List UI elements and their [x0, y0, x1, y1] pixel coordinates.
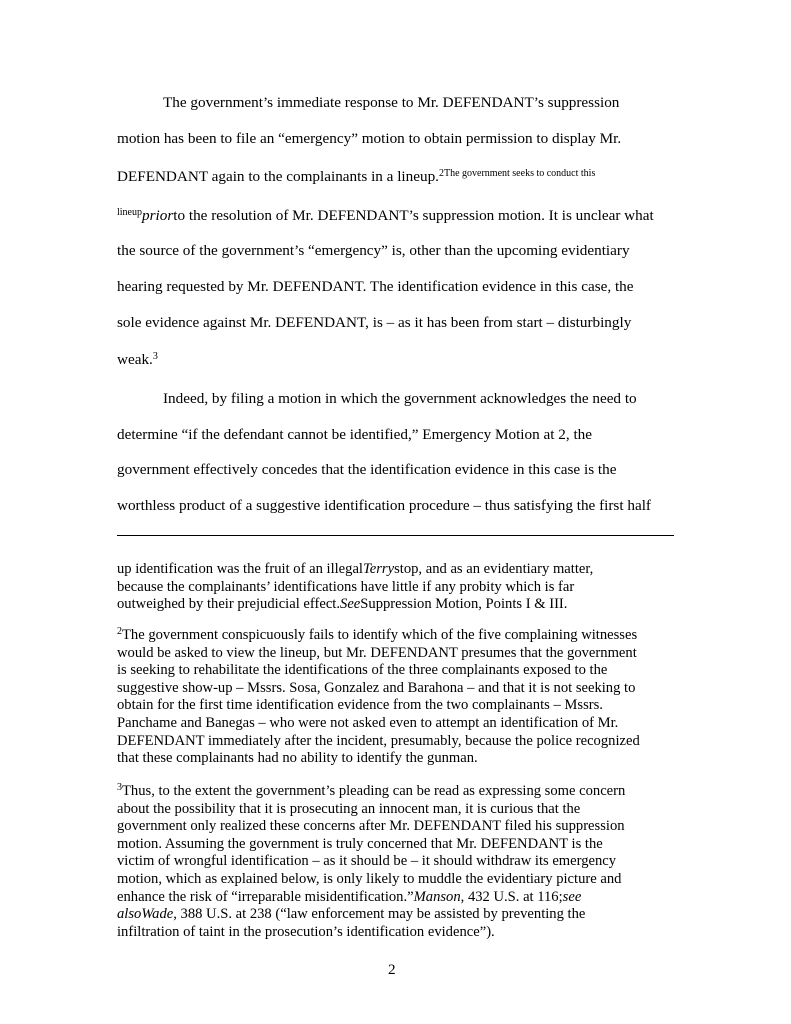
- footnote-line: would be asked to view the lineup, but Mr. DEFENDANT presumes that the government: [117, 644, 637, 661]
- footnote-line: enhance the risk of “irreparable misidentification.”Manson, 432 U.S. at 116;see: [117, 888, 582, 905]
- footnote-line: DEFENDANT immediately after the incident, presumably, because the police recognized: [117, 732, 640, 749]
- footnote-line: $^3$Thus, to the extent the government’s pleading can be read as expressing some concern: [117, 782, 626, 799]
- footnote-line: motion. Assuming the government is truly concerned that Mr. DEFENDANT is the: [117, 835, 603, 852]
- footnote-marker: 2: [117, 626, 122, 637]
- footnote-line: motion, which as explained below, is only likely to muddle the evidentiary picture and: [117, 870, 622, 887]
- body-text-line: determine “if the defendant cannot be identified,” Emergency Motion at 2, the: [117, 426, 592, 443]
- footnote-line: government only realized these concerns after Mr. DEFENDANT filed his suppression: [117, 818, 625, 835]
- footnote-line: up identification was the fruit of an illegalTerrystop, and as an evidentiary matter,: [117, 561, 594, 577]
- footnote-reference-3[interactable]: 3: [152, 351, 158, 362]
- footnote-line: is seeking to rehabilitate the identifications of the three complainants exposed to the: [117, 662, 608, 679]
- footnote-line: $^2$The government conspicuously fails to identify which of the five complaining witnesses: [117, 626, 638, 643]
- footnote-line: victim of wrongful identification – as it should be – it should withdraw its emergency: [117, 853, 617, 870]
- body-text-line: weak.$^3$: [117, 351, 158, 368]
- footnote-reference-2[interactable]: 2: [438, 168, 444, 179]
- footnote-line: that these complainants had no ability to identify the gunman.: [117, 750, 478, 767]
- body-text-line: the source of the government’s “emergency” is, other than the upcoming evidentiary: [117, 242, 630, 259]
- emphasis-text: prior: [142, 207, 174, 224]
- footnote-3: [117, 783, 679, 941]
- body-text-line: The government’s immediate response to Mr. DEFENDANT’s suppression: [163, 94, 620, 111]
- inline-footnote-text: lineup: [117, 207, 142, 218]
- page-number: 2: [388, 961, 396, 978]
- footnote-line: because the complainants’ identifications have little if any probity which is far: [117, 578, 575, 595]
- footnote-marker: 3: [117, 782, 122, 793]
- footnote-line: obtain for the first time identification evidence from the two complainants – Mssrs.: [117, 697, 603, 714]
- footnote-continuation: [117, 561, 679, 614]
- footnote-line: infiltration of taint in the prosecution’s identification evidence”).: [117, 923, 495, 940]
- footnote-line: alsoWade, 388 U.S. at 238 (“law enforcement may be assisted by preventing the: [117, 906, 586, 923]
- body-text-line: motion has been to file an “emergency” motion to obtain permission to display Mr.: [117, 130, 622, 147]
- body-text-line: Indeed, by filing a motion in which the government acknowledges the need to: [163, 390, 637, 407]
- footnote-separator: [117, 535, 674, 536]
- footnote-line: Panchame and Banegas – who were not asked even to attempt an identification of Mr.: [117, 714, 619, 731]
- body-text-line: worthless product of a suggestive identification procedure – thus satisfying the first half: [117, 497, 651, 514]
- footnote-line: suggestive show-up – Mssrs. Sosa, Gonzalez and Barahona – and that it is not seeking to: [117, 679, 636, 696]
- body-text-line: $^{lineup}$priorto the resolution of Mr. DEFENDANT’s suppression motion. It is unclear what: [117, 207, 654, 224]
- footnote-2: [117, 627, 679, 768]
- inline-footnote-text: The government seeks to conduct this: [443, 168, 596, 179]
- body-text-line: sole evidence against Mr. DEFENDANT, is – as it has been from start – disturbingly: [117, 314, 632, 331]
- body-text-line: hearing requested by Mr. DEFENDANT. The identification evidence in this case, the: [117, 278, 634, 295]
- footnote-line: about the possibility that it is prosecuting an innocent man, it is curious that the: [117, 800, 581, 817]
- body-text-line: government effectively concedes that the identification evidence in this case is the: [117, 461, 617, 478]
- footnote-line: outweighed by their prejudicial effect.SeeSuppression Motion, Points I & III.: [117, 596, 568, 613]
- body-text-line: DEFENDANT again to the complainants in a lineup.$^{2The government seeks to conduct this}$: [117, 168, 596, 185]
